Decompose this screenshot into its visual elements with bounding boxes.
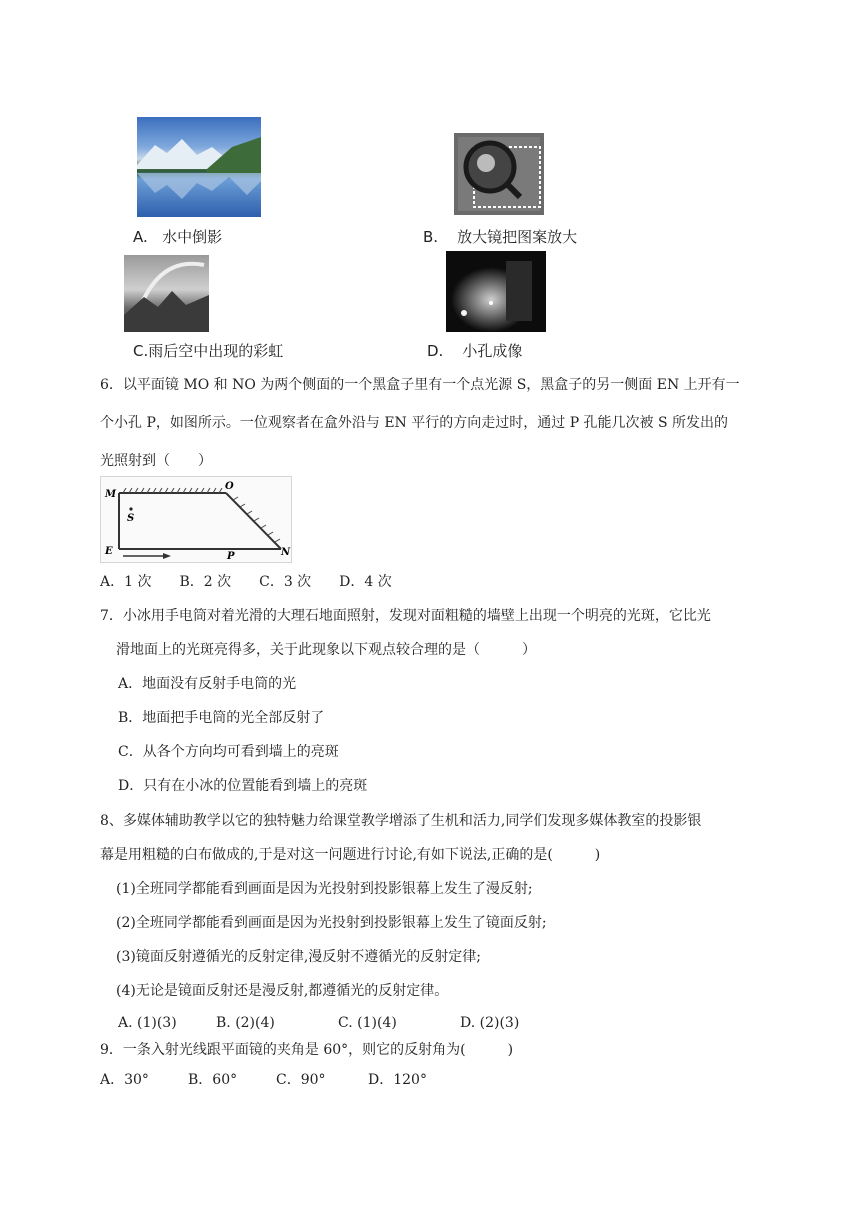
magnifier-photo [454, 133, 544, 215]
option-a [133, 228, 222, 246]
q8-option-b: B. (2)(4) [216, 1015, 275, 1031]
q7-option-d: D．只有在小冰的位置能看到墙上的亮斑 [118, 778, 368, 794]
option-text: 水中倒影 [162, 228, 223, 246]
pinhole-image-photo [446, 251, 546, 332]
q9-option-a: A．30° [100, 1072, 149, 1088]
q9-option-d: D．120° [368, 1072, 427, 1088]
label-n: N [281, 547, 291, 558]
rainbow-photo [124, 255, 209, 332]
option-letter: D. [427, 342, 444, 360]
q9-option-b: B．60° [188, 1072, 238, 1088]
q6-options: A．1 次 B．2 次 C．3 次 D．4 次 [100, 574, 392, 590]
label-o: O [225, 481, 234, 492]
q7-stem-line2: 滑地面上的光斑亮得多，关于此现象以下观点较合理的是（ ） [116, 642, 536, 658]
q8-statement-1: (1)全班同学都能看到画面是因为光投射到投影银幕上发生了漫反射; [116, 881, 533, 897]
q8-stem-line2: 幕是用粗糙的白布做成的,于是对这一问题进行讨论,有如下说法,正确的是( ) [100, 847, 601, 863]
option-text: 雨后空中出现的彩虹 [148, 342, 284, 360]
q9-stem: 9．一条入射光线跟平面镜的夹角是 60°，则它的反射角为( ) [100, 1042, 514, 1058]
option-d [427, 342, 522, 360]
q8-statement-2: (2)全班同学都能看到画面是因为光投射到投影银幕上发生了镜面反射; [116, 915, 547, 931]
q7-option-b: B．地面把手电筒的光全部反射了 [118, 710, 325, 726]
label-m: M [105, 489, 117, 500]
q8-option-d: D. (2)(3) [460, 1015, 520, 1031]
option-text: 放大镜把图案放大 [457, 228, 578, 246]
option-b [423, 228, 577, 246]
q8-statement-3: (3)镜面反射遵循光的反射定律,漫反射不遵循光的反射定律; [116, 949, 481, 965]
black-box-diagram [100, 476, 292, 563]
option-letter: A. [133, 228, 148, 246]
q6-stem-line1: 6．以平面镜 MO 和 NO 为两个侧面的一个黑盒子里有一个点光源 S，黑盒子的另一侧面 EN 上开有一 [100, 377, 740, 393]
option-c [133, 342, 283, 360]
q8-statement-4: (4)无论是镜面反射还是漫反射,都遵循光的反射定律。 [116, 983, 449, 999]
option-letter: B. [423, 228, 439, 246]
label-p: P [227, 551, 235, 562]
q8-option-c: C. (1)(4) [338, 1015, 397, 1031]
lake-reflection-photo [137, 117, 261, 217]
label-e: E [105, 546, 113, 557]
label-s: S [127, 513, 135, 524]
q7-option-a: A．地面没有反射手电筒的光 [118, 676, 297, 692]
q7-option-c: C．从各个方向均可看到墙上的亮斑 [118, 744, 339, 760]
q6-stem-line3: 光照射到（ ） [100, 453, 212, 469]
q8-stem-line1: 8、多媒体辅助教学以它的独特魅力给课堂教学增添了生机和活力,同学们发现多媒体教室的投影银 [100, 813, 702, 829]
q7-stem-line1: 7．小冰用手电筒对着光滑的大理石地面照射，发现对面粗糙的墙壁上出现一个明亮的光斑，它比光 [100, 608, 711, 624]
q8-option-a: A. (1)(3) [118, 1015, 177, 1031]
q6-stem-line2: 个小孔 P，如图所示。一位观察者在盒外沿与 EN 平行的方向走过时，通过 P 孔能几次被 S 所发出的 [100, 415, 729, 431]
q9-option-c: C．90° [276, 1072, 326, 1088]
option-text: 小孔成像 [462, 342, 523, 360]
option-letter: C. [133, 342, 149, 360]
